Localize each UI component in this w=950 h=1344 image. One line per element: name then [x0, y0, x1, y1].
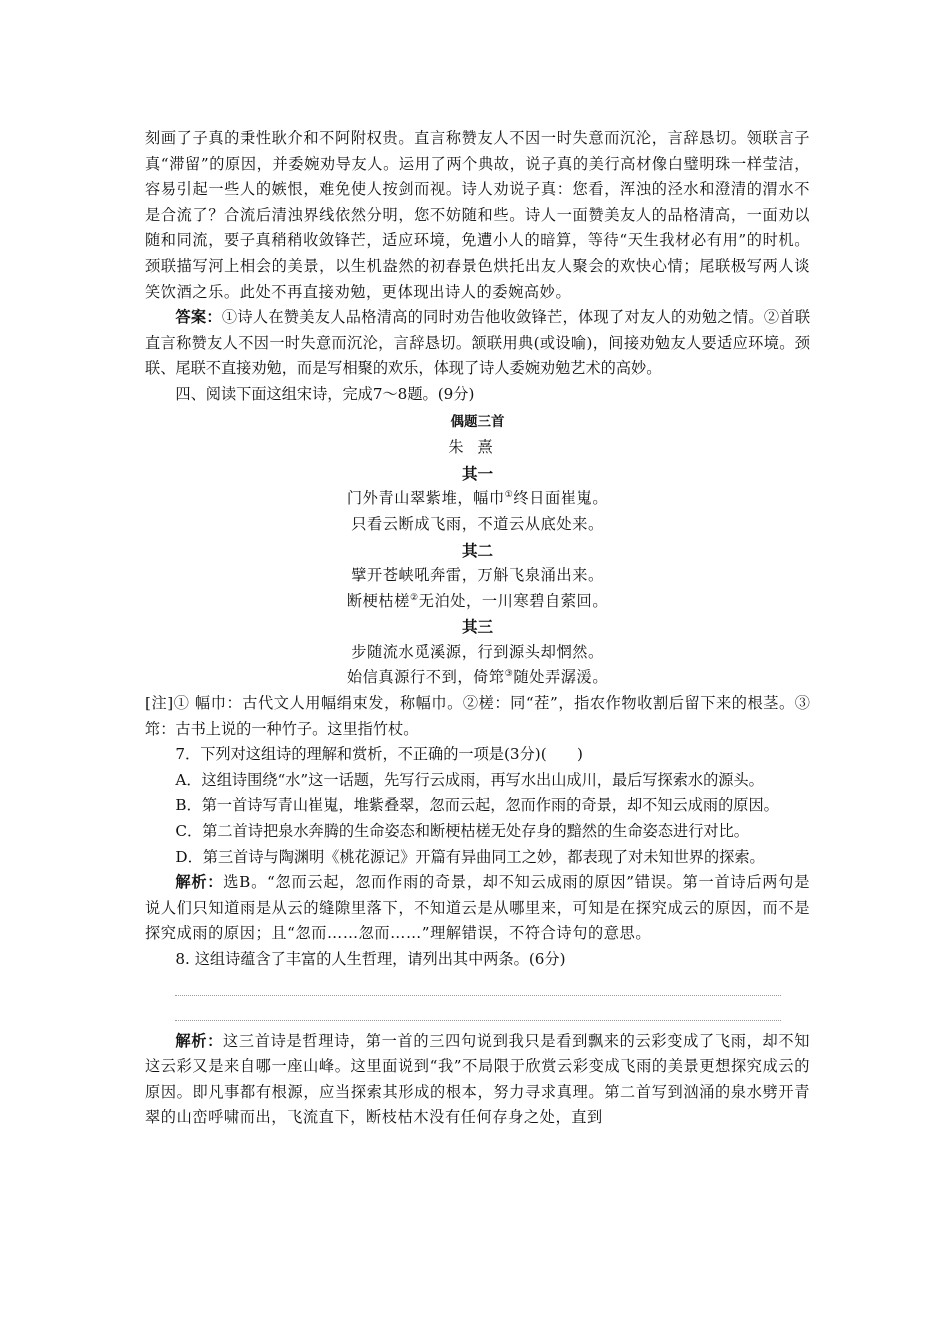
poem-line: 门外青山翠紫堆，幅巾①终日面崔嵬。	[346, 489, 609, 508]
analysis-label: 解析：	[175, 873, 224, 892]
question-8-analysis: 解析：这三首诗是哲理诗，第一首的三四句说到我只是看到飘来的云彩变成了飞雨，却不知这云彩又是来自哪一座山峰。这里面说到“我”不局限于欣赏云彩变成飞雨的美景更想探究成云的原因。即凡事都有根源，应当探索其形成的根本，努力寻求真理。第二首写到汹涌的泉水劈开青翠的山峦呼啸而出，飞流直下，断枝枯木没有任何存身之处，直到	[145, 1031, 810, 1127]
section-four-heading: 四、阅读下面这组宋诗，完成7～8题。(9分)	[175, 384, 475, 403]
question-8-stem: 8. 这组诗蕴含了丰富的人生哲理，请列出其中两条。(6分)	[175, 950, 566, 968]
poem-line: 始信真源行不到，倚筇③随处弄潺湲。	[346, 668, 609, 687]
poem-part-heading-2: 其二	[461, 540, 493, 560]
poem-part-heading-3: 其三	[461, 617, 493, 637]
question-7-stem: 7．下列对这组诗的理解和赏析，不正确的一项是(3分)( )	[175, 745, 583, 764]
document-page	[145, 126, 810, 1131]
answer-text: ①诗人在赞美友人品格清高的同时劝告他收敛锋芒，体现了对友人的劝勉之情。②首联直言称赞友人不因一时失意而沉沦，言辞恳切。颔联用典(或设喻)，间接劝勉友人要适应环境。颈联、尾联不直接劝勉，而是写相聚的欢乐，体现了诗人委婉劝勉艺术的高妙。	[145, 308, 811, 378]
previous-analysis-paragraph: 刻画了子真的秉性耿介和不阿附权贵。直言称赞友人不因一时失意而沉沦，言辞恳切。领联言子真“滞留”的原因，并委婉劝导友人。运用了两个典故，说子真的美行高材像白璧明珠一样莹洁，容易引起一些人的嫉恨，难免使人按剑而视。诗人劝说子真：您看，浑浊的泾水和澄清的渭水不是合流了？合流后清浊界线依然分明，您不妨随和些。诗人一面赞美友人的品格清高，一面劝以随和同流，要子真稍稍收敛锋芒，适应环境，免遭小人的暗算，等待“天生我材必有用”的时机。颈联描写河上相会的美景，以生机盎然的初春景色烘托出友人聚会的欢快心情；尾联极写两人谈笑饮酒之乐。此处不再直接劝勉，更体现出诗人的委婉高妙。	[145, 129, 810, 301]
question-7-option-b: B．第一首诗写青山崔嵬，堆紫叠翠，忽而云起，忽而作雨的奇景，却不知云成雨的原因。	[175, 796, 779, 815]
poem-line: 只看云断成飞雨，不道云从底处来。	[351, 514, 604, 533]
poem-line: 步随流水觅溪源，行到源头却惘然。	[351, 642, 604, 661]
poem-author: 朱熹	[448, 438, 507, 457]
poem-part-heading-1: 其一	[461, 463, 493, 483]
answer-blank-line	[175, 1020, 781, 1021]
poem-title: 偶题三首	[450, 413, 505, 430]
question-7-option-d: D．第三首诗与陶渊明《桃花源记》开篇有异曲同工之妙，都表现了对未知世界的探索。	[175, 847, 765, 866]
analysis-label: 解析：	[175, 1031, 223, 1050]
poem-notes: [注]① 幅巾：古代文人用幅绢束发，称幅巾。②槎：同“茬”，指农作物收割后留下来的根茎。③筇：古书上说的一种竹子。这里指竹杖。	[145, 694, 810, 738]
question-7-analysis: 解析：选B。“忽而云起，忽而作雨的奇景，却不知云成雨的原因”错误。第一首诗后两句是说人们只知道雨是从云的缝隙里落下，不知道云是从哪里来，可知是在探究成云的原因，而不是探究成雨的原因；且“忽而……忽而……”理解错误，不符合诗句的意思。	[145, 873, 810, 943]
footnote-marker: ①	[504, 490, 514, 501]
footnote-marker: ③	[504, 669, 514, 680]
answer-paragraph	[145, 305, 810, 382]
poem-line: 断梗枯槎②无泊处，一川寒碧自萦回。	[346, 591, 609, 610]
answer-label: 答案：	[175, 308, 222, 327]
poem-line: 擘开苍峡吼奔雷，万斛飞泉涌出来。	[351, 566, 604, 585]
question-7-option-c: C．第二首诗把泉水奔腾的生命姿态和断梗枯槎无处存身的黯然的生命姿态进行对比。	[175, 822, 749, 841]
question-7-option-a: A．这组诗围绕“水”这一话题，先写行云成雨，再写水出山成川，最后写探索水的源头。	[175, 770, 764, 789]
footnote-marker: ②	[410, 592, 419, 603]
